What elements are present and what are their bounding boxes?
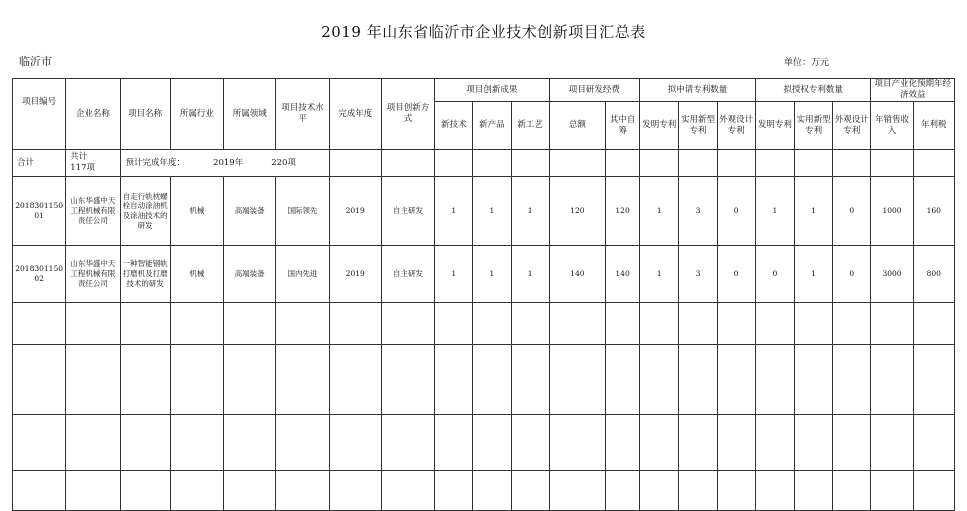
unit-label: 单位：万元 [784, 58, 830, 68]
totals-plan-count: 220项 [271, 157, 296, 168]
page-title: 2019 年山东省临沂市企业技术创新项目汇总表 [321, 23, 646, 41]
cell-project-no: 201830115001 [13, 177, 66, 246]
cell-domain: 高端装备 [224, 177, 276, 246]
cell-sales: 1000 [871, 177, 913, 246]
empty-cell [717, 150, 755, 177]
table-row [13, 177, 955, 246]
cell-self-raised: 140 [605, 246, 639, 303]
totals-plan-year: 2019年 [213, 157, 244, 168]
header-new-tech: 新技术 [435, 102, 473, 150]
empty-cell [473, 150, 511, 177]
cell-grant-utility: 1 [794, 246, 832, 303]
empty-row [13, 471, 955, 511]
cell-self-raised: 120 [605, 177, 639, 246]
header-industry: 所属行业 [170, 79, 223, 150]
empty-row [13, 415, 955, 471]
header-rd-funds: 项目研发经费 [549, 79, 639, 102]
empty-cell [913, 150, 954, 177]
summary-table [12, 78, 955, 511]
city-label: 临沂市 [19, 55, 52, 68]
cell-apply-invention: 1 [640, 177, 679, 246]
cell-company: 山东华盛中天工程机械有限责任公司 [66, 177, 120, 246]
header-innovation-mode: 项目创新方式 [381, 79, 434, 150]
header-finish-year: 完成年度 [329, 79, 381, 150]
cell-finish-year: 2019 [329, 177, 381, 246]
header-grant-patents: 拟授权专利数量 [755, 79, 871, 102]
cell-project-no: 201830115002 [13, 246, 66, 303]
empty-cell [381, 150, 434, 177]
cell-apply-utility: 3 [679, 246, 717, 303]
header-tech-level: 项目技术水平 [276, 79, 329, 150]
header-domain: 所属领域 [224, 79, 276, 150]
empty-cell [605, 150, 639, 177]
cell-finish-year: 2019 [329, 246, 381, 303]
empty-row [13, 345, 955, 415]
cell-new-product: 1 [473, 246, 511, 303]
cell-new-process: 1 [511, 177, 549, 246]
cell-grant-design: 0 [833, 246, 871, 303]
cell-grant-invention: 1 [755, 177, 794, 246]
cell-domain: 高端装备 [224, 246, 276, 303]
totals-count: 共计 117项 [66, 150, 120, 177]
header-project-name: 项目名称 [120, 79, 170, 150]
cell-apply-utility: 3 [679, 177, 717, 246]
cell-innovation-mode: 自主研发 [381, 246, 434, 303]
header-apply-design: 外观设计专利 [717, 102, 755, 150]
header-achievements: 项目创新成果 [435, 79, 550, 102]
totals-label: 合计 [13, 150, 66, 177]
header-new-product: 新产品 [473, 102, 511, 150]
empty-row [13, 303, 955, 345]
header-grant-utility: 实用新型专利 [794, 102, 832, 150]
empty-cell [549, 150, 605, 177]
cell-apply-design: 0 [717, 177, 755, 246]
header-new-process: 新工艺 [511, 102, 549, 150]
cell-project-name: 自走行轨枕螺栓自动涂油机及涂油技术的研发 [120, 177, 170, 246]
header-grant-invention: 发明专利 [755, 102, 794, 150]
empty-cell [871, 150, 913, 177]
cell-apply-design: 0 [717, 246, 755, 303]
cell-grant-invention: 0 [755, 246, 794, 303]
header-tax: 年利税 [913, 102, 954, 150]
totals-plan [120, 150, 329, 177]
empty-cell [435, 150, 473, 177]
header-apply-patents: 拟申请专利数量 [640, 79, 756, 102]
cell-industry: 机械 [170, 177, 223, 246]
header-apply-invention: 发明专利 [640, 102, 679, 150]
cell-tech-level: 国内先进 [276, 246, 329, 303]
cell-tech-level: 国际领先 [276, 177, 329, 246]
empty-cell [640, 150, 679, 177]
header-company: 企业名称 [66, 79, 120, 150]
empty-cell [679, 150, 717, 177]
cell-total: 140 [549, 246, 605, 303]
cell-tax: 800 [913, 246, 954, 303]
cell-new-process: 1 [511, 246, 549, 303]
table-row [13, 246, 955, 303]
cell-industry: 机械 [170, 246, 223, 303]
cell-new-tech: 1 [435, 177, 473, 246]
cell-grant-utility: 1 [794, 177, 832, 246]
cell-tax: 160 [913, 177, 954, 246]
cell-company: 山东华盛中天工程机械有限责任公司 [66, 246, 120, 303]
empty-cell [511, 150, 549, 177]
empty-cell [794, 150, 832, 177]
cell-total: 120 [549, 177, 605, 246]
header-apply-utility: 实用新型专利 [679, 102, 717, 150]
totals-row [13, 150, 955, 177]
cell-sales: 3000 [871, 246, 913, 303]
cell-new-tech: 1 [435, 246, 473, 303]
empty-cell [755, 150, 794, 177]
header-sales: 年销售收入 [871, 102, 913, 150]
empty-cell [329, 150, 381, 177]
cell-grant-design: 0 [833, 177, 871, 246]
cell-project-name: 一种智能钢轨打磨机及打磨技术的研发 [120, 246, 170, 303]
header-benefit: 项目产业化预期年经济效益 [871, 79, 955, 102]
header-total: 总额 [549, 102, 605, 150]
cell-apply-invention: 1 [640, 246, 679, 303]
totals-plan-label: 预计完成年度： [125, 157, 186, 168]
header-self-raised: 其中自筹 [605, 102, 639, 150]
header-row-1 [13, 79, 955, 102]
header-project-no: 项目编号 [13, 79, 66, 150]
header-grant-design: 外观设计专利 [833, 102, 871, 150]
cell-innovation-mode: 自主研发 [381, 177, 434, 246]
cell-new-product: 1 [473, 177, 511, 246]
empty-cell [833, 150, 871, 177]
